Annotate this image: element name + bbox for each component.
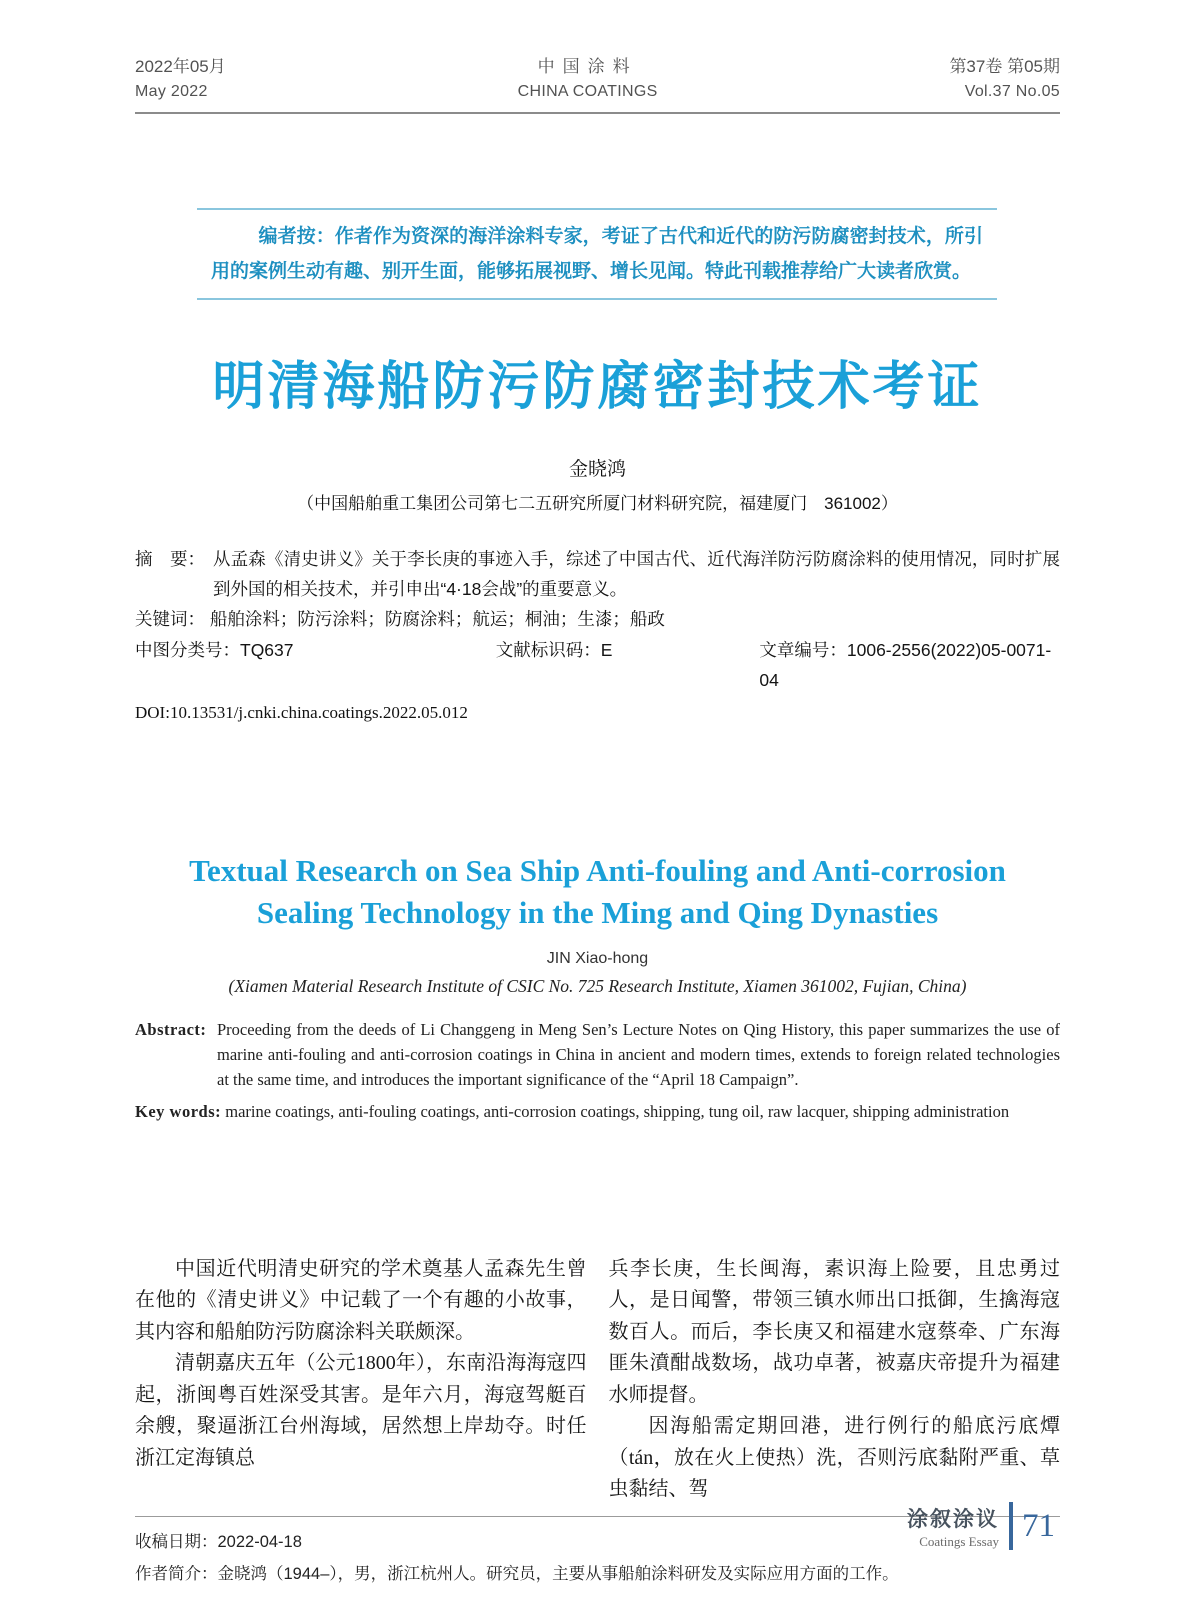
received-label: 收稿日期： [135, 1532, 218, 1551]
journal-header [135, 0, 1060, 114]
journal-name-en: CHINA COATINGS [517, 83, 658, 101]
header-issue-en: Vol.37 No.05 [964, 83, 1060, 101]
keywords-label-en: Key words: [135, 1101, 222, 1121]
body-paragraph: 兵李长庚，生长闽海，素识海上险要，且忠勇过人，是日闻警，带领三镇水师出口抵御，生擒海寇数百人。而后，李长庚又和福建水寇蔡牵、广东海匪朱濆酣战数场，战功卓著，被嘉庆帝提升为福建水师提督。 [608, 1257, 1060, 1406]
abstract-en [135, 1017, 1060, 1092]
column-name-cn: 涂叙涂议 [907, 1507, 999, 1531]
article-body [135, 1254, 1060, 1506]
keywords-text-en: marine coatings, anti-fouling coatings, anti-corrosion coatings, shipping, tung oil, raw lacquer, shipping administration [225, 1101, 1010, 1121]
author-bio-value: 金晓鸿（1944–），男，浙江杭州人。研究员，主要从事船舶涂料研发及实际应用方面的工作。 [217, 1564, 899, 1583]
keywords-cn [135, 604, 1060, 634]
clc-number [135, 635, 496, 695]
badge-divider-bar [1009, 1502, 1013, 1550]
body-paragraph: 中国近代明清史研究的学术奠基人孟森先生曾在他的《清史讲义》中记载了一个有趣的小故事，其内容和船舶防污防腐涂料关联颇深。 [135, 1257, 587, 1343]
header-journal-name [518, 54, 658, 105]
article-id-value: 1006-2556(2022)05-0071-04 [759, 639, 1052, 690]
article-title-cn: 明清海船防污防腐密封技术考证 [212, 358, 983, 417]
doc-code-label: 文献标识码： [495, 639, 601, 660]
received-value: 2022-04-18 [217, 1532, 302, 1551]
journal-name-cn: 中国涂料 [537, 57, 638, 76]
article-title-en: Textual Research on Sea Ship Anti-fouling and Anti-corrosion Sealing Technology in the Ming and Qing Dynasties [189, 852, 1006, 930]
header-date [135, 54, 226, 105]
body-paragraph: 因海船需定期回港，进行例行的船底污底燂（tán，放在火上使热）洗，否则污底黏附严重、草虫黏结、驾 [608, 1415, 1060, 1501]
author-bio [135, 1558, 1060, 1590]
body-column-right [609, 1254, 1061, 1506]
editor-note: 编者按：作者作为资深的海洋涂料专家，考证了古代和近代的防污防腐密封技术，所引用的案例生动有趣、别开生面，能够拓展视野、增长见闻。特此刊载推荐给广大读者欣赏。 [197, 208, 997, 300]
header-date-en: May 2022 [135, 83, 208, 101]
keywords-label-cn: 关键词： [135, 608, 205, 629]
article-id-label: 文章编号： [759, 639, 847, 660]
author-cn: 金晓鸿 [568, 458, 626, 480]
doi: DOI:10.13531/j.cnki.china.coatings.2022.05.012 [135, 702, 468, 722]
clc-value: TQ637 [240, 639, 294, 660]
header-date-cn: 2022年05月 [135, 57, 226, 76]
column-name-en: Coatings Essay [919, 1533, 999, 1549]
header-issue-cn: 第37卷 第05期 [949, 57, 1060, 76]
abstract-text-cn: 从孟森《清史讲义》关于李长庚的事迹入手，综述了中国古代、近代海洋防污防腐涂料的使用情况，同时扩展到外国的相关技术，并引申出“4·18会战”的重要意义。 [213, 548, 1060, 599]
column-name [907, 1503, 999, 1550]
affiliation-en: (Xiamen Material Research Institute of CSIC No. 725 Research Institute, Xiamen 361002, Fujian, China) [228, 975, 967, 996]
author-bio-label: 作者简介： [135, 1564, 218, 1583]
abstract-text-en: Proceeding from the deeds of Li Changgeng in Meng Sen’s Lecture Notes on Qing History, this paper summarizes the use of marine anti-fouling and anti-corrosion coatings in China in ancient and modern times, extends to foreign related technologies at the same time, and introduces the important significance of the “April 18 Campaign”. [217, 1019, 1060, 1089]
abstract-label-en: Abstract: [135, 1019, 207, 1039]
keywords-en [135, 1099, 1060, 1124]
page-badge [907, 1502, 1055, 1550]
author-en: JIN Xiao-hong [546, 949, 649, 967]
page-number: 71 [1022, 1507, 1055, 1544]
abstract-label-cn: 摘 要： [135, 548, 205, 569]
doc-code-value: E [600, 639, 613, 660]
article-id [759, 635, 1060, 695]
clc-label: 中图分类号： [135, 639, 240, 660]
body-column-left [135, 1254, 587, 1506]
affiliation-cn: （中国船舶重工集团公司第七二五研究所厦门材料研究院，福建厦门 361002） [297, 493, 898, 513]
abstract-cn [135, 544, 1060, 604]
classification-row [135, 635, 1060, 695]
document-code [496, 635, 760, 695]
meta-cn [135, 544, 1060, 728]
header-issue [949, 54, 1060, 105]
keywords-text-cn: 船舶涂料；防污涂料；防腐涂料；航运；桐油；生漆；船政 [209, 608, 665, 629]
body-paragraph: 清朝嘉庆五年（公元1800年），东南沿海海寇四起，浙闽粤百姓深受其害。是年六月，海寇驾艇百余艘，聚逼浙江台州海域，居然想上岸劫夺。时任浙江定海镇总 [135, 1352, 587, 1469]
